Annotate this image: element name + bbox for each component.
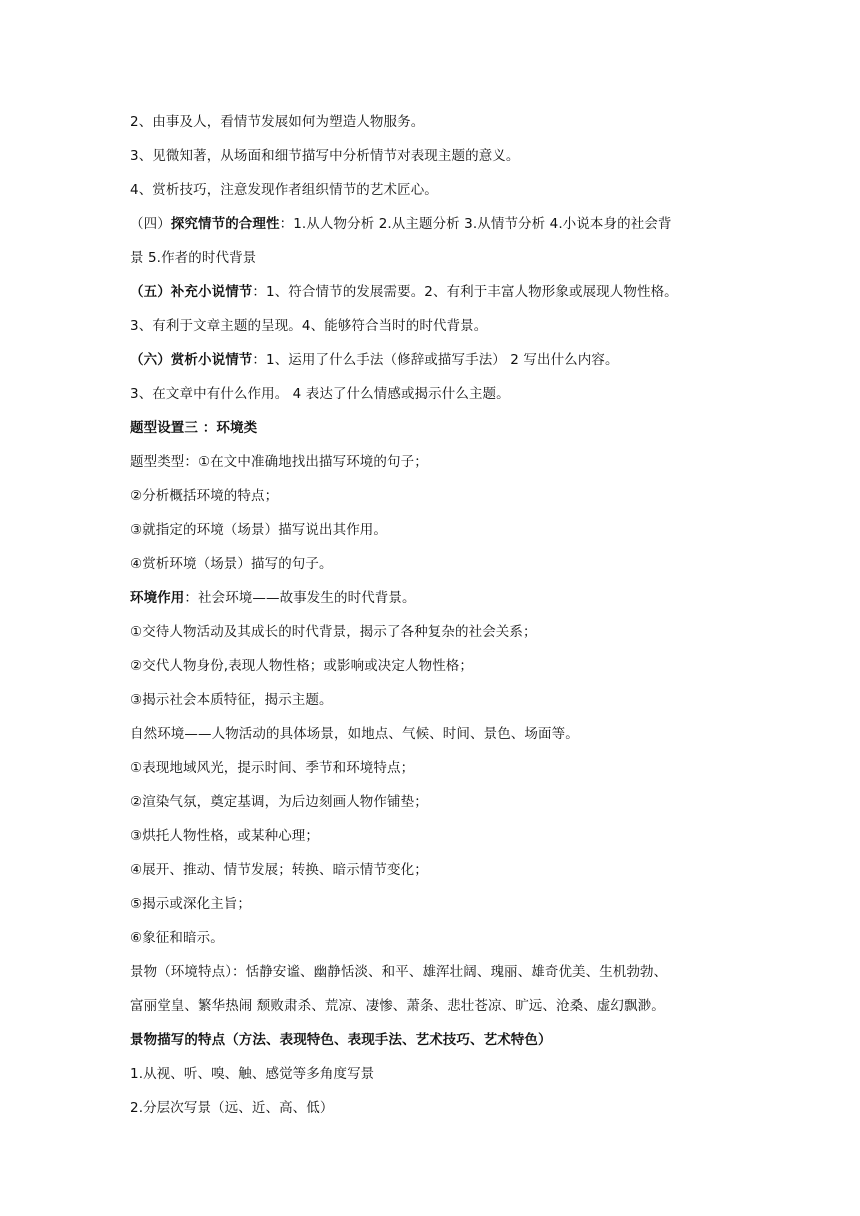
text-line: 题型类型：①在文中准确地找出描写环境的句子；: [130, 454, 428, 470]
text-line: 3、在文章中有什么作用。 4 表达了什么情感或揭示什么主题。: [130, 386, 510, 402]
text-line: 环境作用：社会环境——故事发生的时代背景。: [130, 590, 416, 606]
text-line: （六）赏析小说情节：1、运用了什么手法（修辞或描写手法） 2 写出什么内容。: [130, 352, 619, 368]
text-line: ③烘托人物性格，或某种心理；: [130, 828, 320, 844]
text-line: 3、见微知著，从场面和细节描写中分析情节对表现主题的意义。: [130, 148, 520, 164]
text-line: ③就指定的环境（场景）描写说出其作用。: [130, 522, 388, 538]
text-line: ②交代人物身份,表现人物性格；或影响或决定人物性格；: [130, 658, 473, 674]
text-line: 景物（环境特点）：恬静安谧、幽静恬淡、和平、雄浑壮阔、瑰丽、雄奇优美、生机勃勃、: [130, 964, 668, 980]
text-line: 4、赏析技巧，注意发现作者组织情节的艺术匠心。: [130, 182, 438, 198]
text-line: ④赏析环境（场景）描写的句子。: [130, 556, 333, 572]
text-line: ②渲染气氛，奠定基调，为后边刻画人物作铺垫；: [130, 794, 428, 810]
text-line: ⑥象征和暗示。: [130, 930, 224, 946]
text-line: ①表现地域风光，提示时间、季节和环境特点；: [130, 760, 415, 776]
text-line: （五）补充小说情节：1、符合情节的发展需要。2、有利于丰富人物形象或展现人物性格。: [130, 284, 678, 300]
text-line: ③揭示社会本质特征，揭示主题。: [130, 692, 333, 708]
text-line: 1.从视、听、嗅、触、感觉等多角度写景: [130, 1066, 375, 1082]
text-line: 景 5.作者的时代背景: [130, 250, 257, 266]
text-line: ①交待人物活动及其成长的时代背景，揭示了各种复杂的社会关系；: [130, 624, 537, 640]
text-line: 2、由事及人，看情节发展如何为塑造人物服务。: [130, 114, 425, 130]
text-line: 自然环境——人物活动的具体场景，如地点、气候、时间、景色、场面等。: [130, 726, 579, 742]
text-line: ④展开、推动、情节发展；转换、暗示情节变化；: [130, 862, 428, 878]
text-line: 3、有利于文章主题的呈现。4、能够符合当时的时代背景。: [130, 318, 488, 334]
section-heading: 题型设置三 ：环境类: [130, 420, 258, 436]
text-line: （四）探究情节的合理性：1.从人物分析 2.从主题分析 3.从情节分析 4.小说本身的社会背: [130, 216, 672, 232]
text-line: ⑤揭示或深化主旨；: [130, 896, 252, 912]
text-line: 富丽堂皇、繁华热闹 颓败肃杀、荒凉、凄惨、萧条、悲壮苍凉、旷远、沧桑、虚幻飘渺。: [130, 998, 665, 1014]
section-heading: 景物描写的特点（方法、表现特色、表现手法、艺术技巧、艺术特色）: [130, 1032, 552, 1048]
text-line: ②分析概括环境的特点；: [130, 488, 279, 504]
text-line: 2.分层次写景（远、近、高、低）: [130, 1100, 334, 1116]
